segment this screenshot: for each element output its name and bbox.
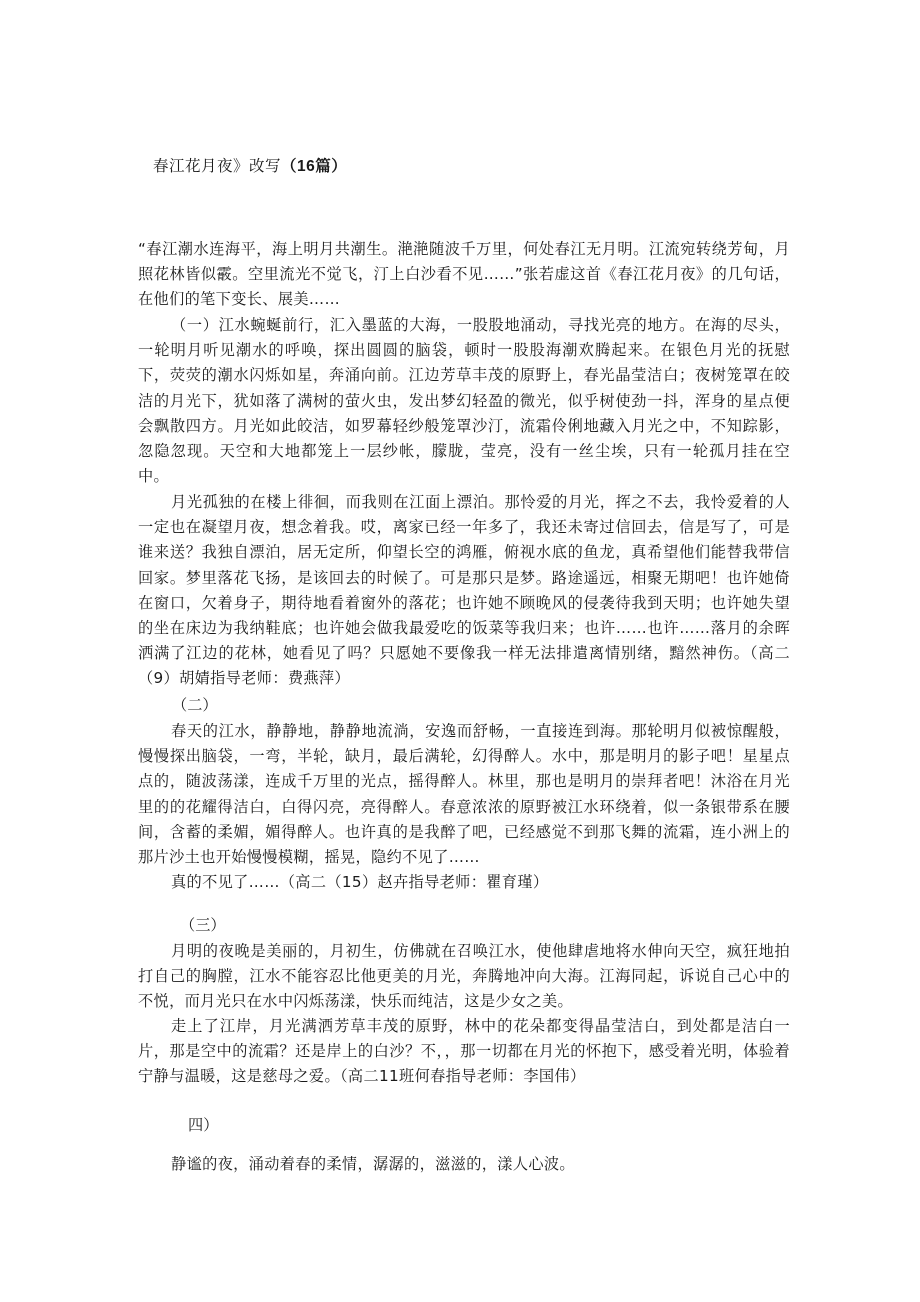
- title-count: （16篇）: [281, 158, 348, 175]
- section-3-heading: （三）: [180, 916, 226, 934]
- document-title: [153, 154, 347, 176]
- title-text: 春江花月夜》改写: [153, 157, 282, 175]
- section-2-paragraph-1: 春天的江水，静静地，静静地流淌，安逸而舒畅，一直接连到海。那轮明月似被惊醒般，慢慢探出脑袋，一弯，半轮，缺月，最后满轮，幻得醉人。水中，那是明月的影子吧！星星点点的，随波荡漾，连成千万里的光点，摇得醉人。林里，那也是明月的崇拜者吧！沐浴在月光里的的花耀得洁白，白得闪亮，亮得醉人。春意浓浓的原野被江水环绕着，似一条银带系在腰间，含蓄的柔媚，媚得醉人。也许真的是我醉了吧，已经感觉不到那飞舞的流霜，连小洲上的那片沙土也开始慢慢模糊，摇晃，隐约不见了……: [138, 722, 790, 867]
- section-4-heading: 四）: [188, 1116, 219, 1134]
- section-4-paragraph-1: 静谧的夜，涌动着春的柔情，潺潺的，滋滋的，漾人心波。: [171, 1155, 575, 1173]
- section-3-paragraph-2: 走上了江岸，月光满洒芳草丰茂的原野，林中的花朵都变得晶莹洁白，到处都是洁白一片，那是空中的流霜？还是岸上的白沙？不，，那一切都在月光的怀抱下，感受着光明，体验着宁静与温暖，这是慈母之爱。（高二11班何春指导老师：李国伟）: [138, 1017, 790, 1086]
- section-2-paragraph-2: 真的不见了……（高二（15）赵卉指导老师：瞿育瑾）: [171, 873, 549, 891]
- section-3-paragraph-1: 月明的夜晚是美丽的，月初生，仿佛就在召唤江水，使他肆虐地将水伸向天空，疯狂地拍打自己的胸膛，江水不能容忍比他更美的月光，奔腾地冲向大海。江海同起，诉说自己心中的不悦，而月光只在水中闪烁荡漾，快乐而纯洁，这是少女之美。: [138, 942, 790, 1011]
- intro-paragraph: “春江潮水连海平，海上明月共潮生。滟滟随波千万里，何处春江无月明。江流宛转绕芳甸，月照花林皆似霰。空里流光不觉飞，汀上白沙看不见……”张若虚这首《春江花月夜》的几句话，在他们的笔下变长、展美……: [138, 240, 790, 309]
- section-2-heading: （二）: [172, 696, 218, 714]
- section-1-paragraph-2: 月光孤独的在楼上徘徊，而我则在江面上漂泊。那怜爱的月光，挥之不去，我怜爱着的人一定也在凝望月夜，想念着我。哎，离家已经一年多了，我还未寄过信回去，信是写了，可是谁来送？我独自漂泊，居无定所，仰望长空的鸿雁，俯视水底的鱼龙，真希望他们能替我带信回家。梦里落花飞扬，是该回去的时候了。可是那只是梦。路途遥远，相聚无期吧！也许她倚在窗口，欠着身子，期待地看着窗外的落花；也许她不顾晚风的侵袭待我到天明；也许她失望的坐在床边为我纳鞋底；也许她会做我最爱吃的饭菜等我归来；也许……也许……落月的余晖洒满了江边的花林，她看见了吗？只愿她不要像我一样无法排遣离情别绪，黯然神伤。（高二（9）胡婧指导老师：费燕萍）: [138, 493, 790, 688]
- section-1-paragraph-1: （一）江水蜿蜒前行，汇入墨蓝的大海，一股股地涌动，寻找光亮的地方。在海的尽头，一轮明月听见潮水的呼唤，探出圆圆的脑袋，顿时一股股海潮欢腾起来。在银色月光的抚慰下，荧荧的潮水闪烁如星，奔涌向前。江边芳草丰茂的原野上，春光晶莹洁白；夜树笼罩在皎洁的月光下，犹如落了满树的萤火虫，发出梦幻轻盈的微光，似乎树使劲一抖，浑身的星点便会飘散四方。月光如此皎洁，如罗幕轻纱般笼罩沙汀，流霜伶俐地藏入月光之中，不知踪影，忽隐忽现。天空和大地都笼上一层纱帐，朦胧，莹亮，没有一丝尘埃，只有一轮孤月挂在空中。: [138, 316, 790, 486]
